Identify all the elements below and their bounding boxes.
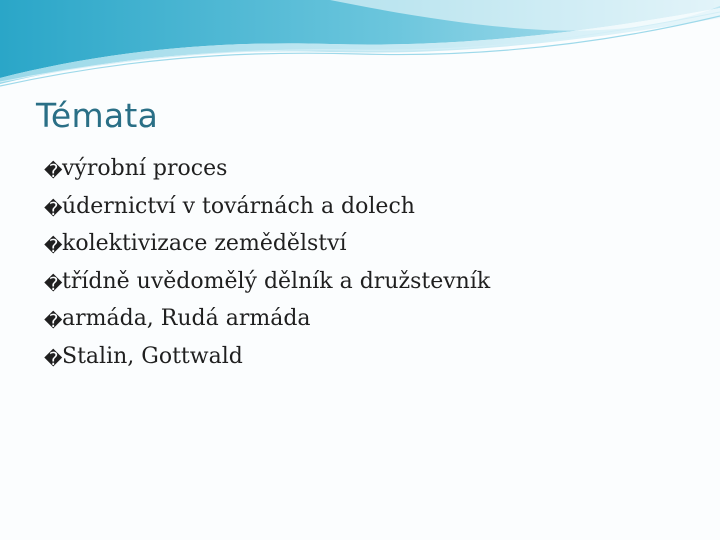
slide-title: Témata xyxy=(36,96,159,135)
list-item xyxy=(44,344,490,382)
header-wave-decoration xyxy=(0,0,720,90)
bullet-text: údernictví v továrnách a dolech xyxy=(62,193,415,219)
list-item xyxy=(44,156,490,194)
bullet-text: armáda, Rudá armáda xyxy=(62,306,311,332)
bullet-text: Stalin, Gottwald xyxy=(62,343,243,369)
bullet-text: výrobní proces xyxy=(62,156,228,181)
bullet-icon: � xyxy=(44,311,63,333)
list-item xyxy=(44,194,490,232)
bullet-icon: � xyxy=(44,161,63,182)
bullet-text: kolektivizace zemědělství xyxy=(62,231,347,257)
list-item xyxy=(44,269,490,307)
bullet-text: třídně uvědomělý dělník a družstevník xyxy=(62,268,491,294)
bullet-list xyxy=(44,156,490,382)
bullet-icon: � xyxy=(44,236,63,258)
list-item xyxy=(44,306,490,344)
bullet-icon: � xyxy=(44,273,63,295)
list-item xyxy=(44,231,490,269)
bullet-icon: � xyxy=(44,198,63,220)
bullet-icon: � xyxy=(44,348,63,370)
